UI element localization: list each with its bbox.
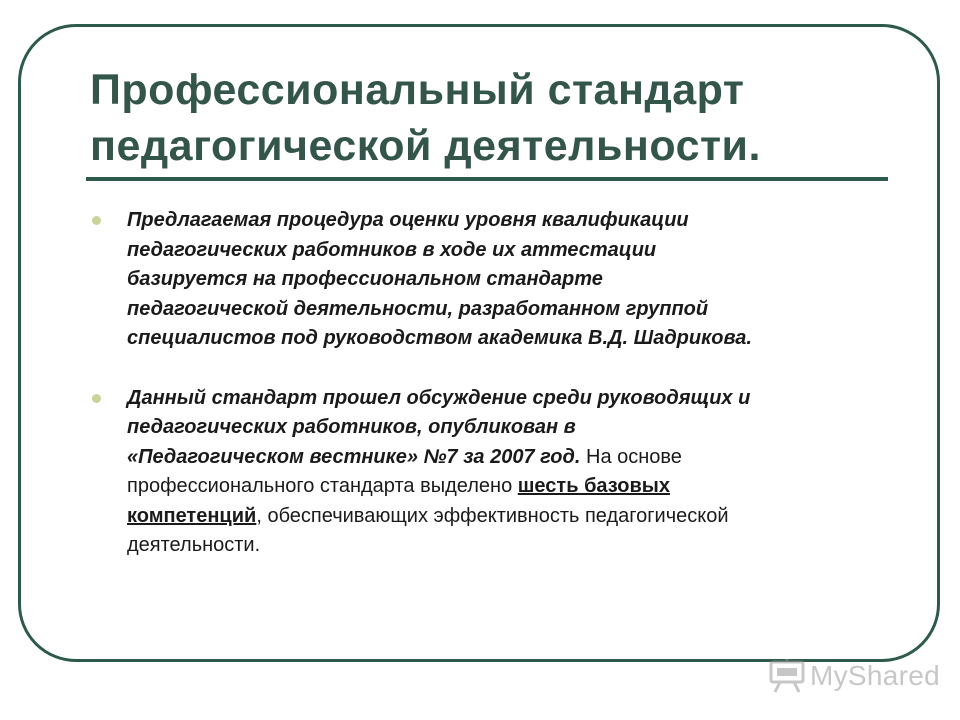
slide-title	[90, 62, 890, 174]
bullet-2-line-1: Данный стандарт прошел обсуждение среди руководящих и	[127, 386, 751, 409]
bullet-2-line-3-plain: На основе	[580, 445, 682, 468]
bullet-2-line-5-plain: , обеспечивающих эффективность педагогической	[256, 504, 729, 527]
bullet-1-line-4: педагогической деятельности, разработанном группой	[127, 297, 709, 320]
bullet-dot-icon	[92, 394, 101, 403]
bullet-item-1	[92, 206, 872, 354]
bullet-1-line-2: педагогических работников в ходе их аттестации	[127, 238, 657, 261]
title-line-1: Профессиональный стандарт	[90, 66, 745, 114]
bullet-2-line-3: «Педагогическом вестнике» №7 за 2007 год.	[127, 445, 581, 468]
title-divider	[86, 177, 888, 181]
competencies-link-part-1[interactable]: шесть базовых	[517, 475, 670, 497]
bullet-item-2	[92, 384, 872, 561]
bullet-1-line-3: базируется на профессиональном стандарте	[127, 268, 603, 290]
presentation-board-icon	[768, 659, 806, 693]
bullet-list	[92, 206, 872, 561]
bullet-2-line-2: педагогических работников, опубликован в	[127, 416, 576, 438]
bullet-1-line-5: специалистов под руководством академика В.Д. Шадрикова.	[127, 327, 752, 349]
watermark	[768, 656, 940, 696]
bullet-2-line-4: профессионального стандарта выделено	[127, 475, 518, 497]
bullet-2-line-6: деятельности.	[127, 534, 261, 556]
title-line-2: педагогической деятельности.	[90, 122, 761, 170]
bullet-dot-icon	[92, 216, 101, 225]
competencies-link-part-2[interactable]: компетенций	[127, 504, 257, 527]
watermark-text: MyShared	[810, 660, 941, 691]
bullet-1-line-1: Предлагаемая процедура оценки уровня квалификации	[127, 209, 689, 231]
